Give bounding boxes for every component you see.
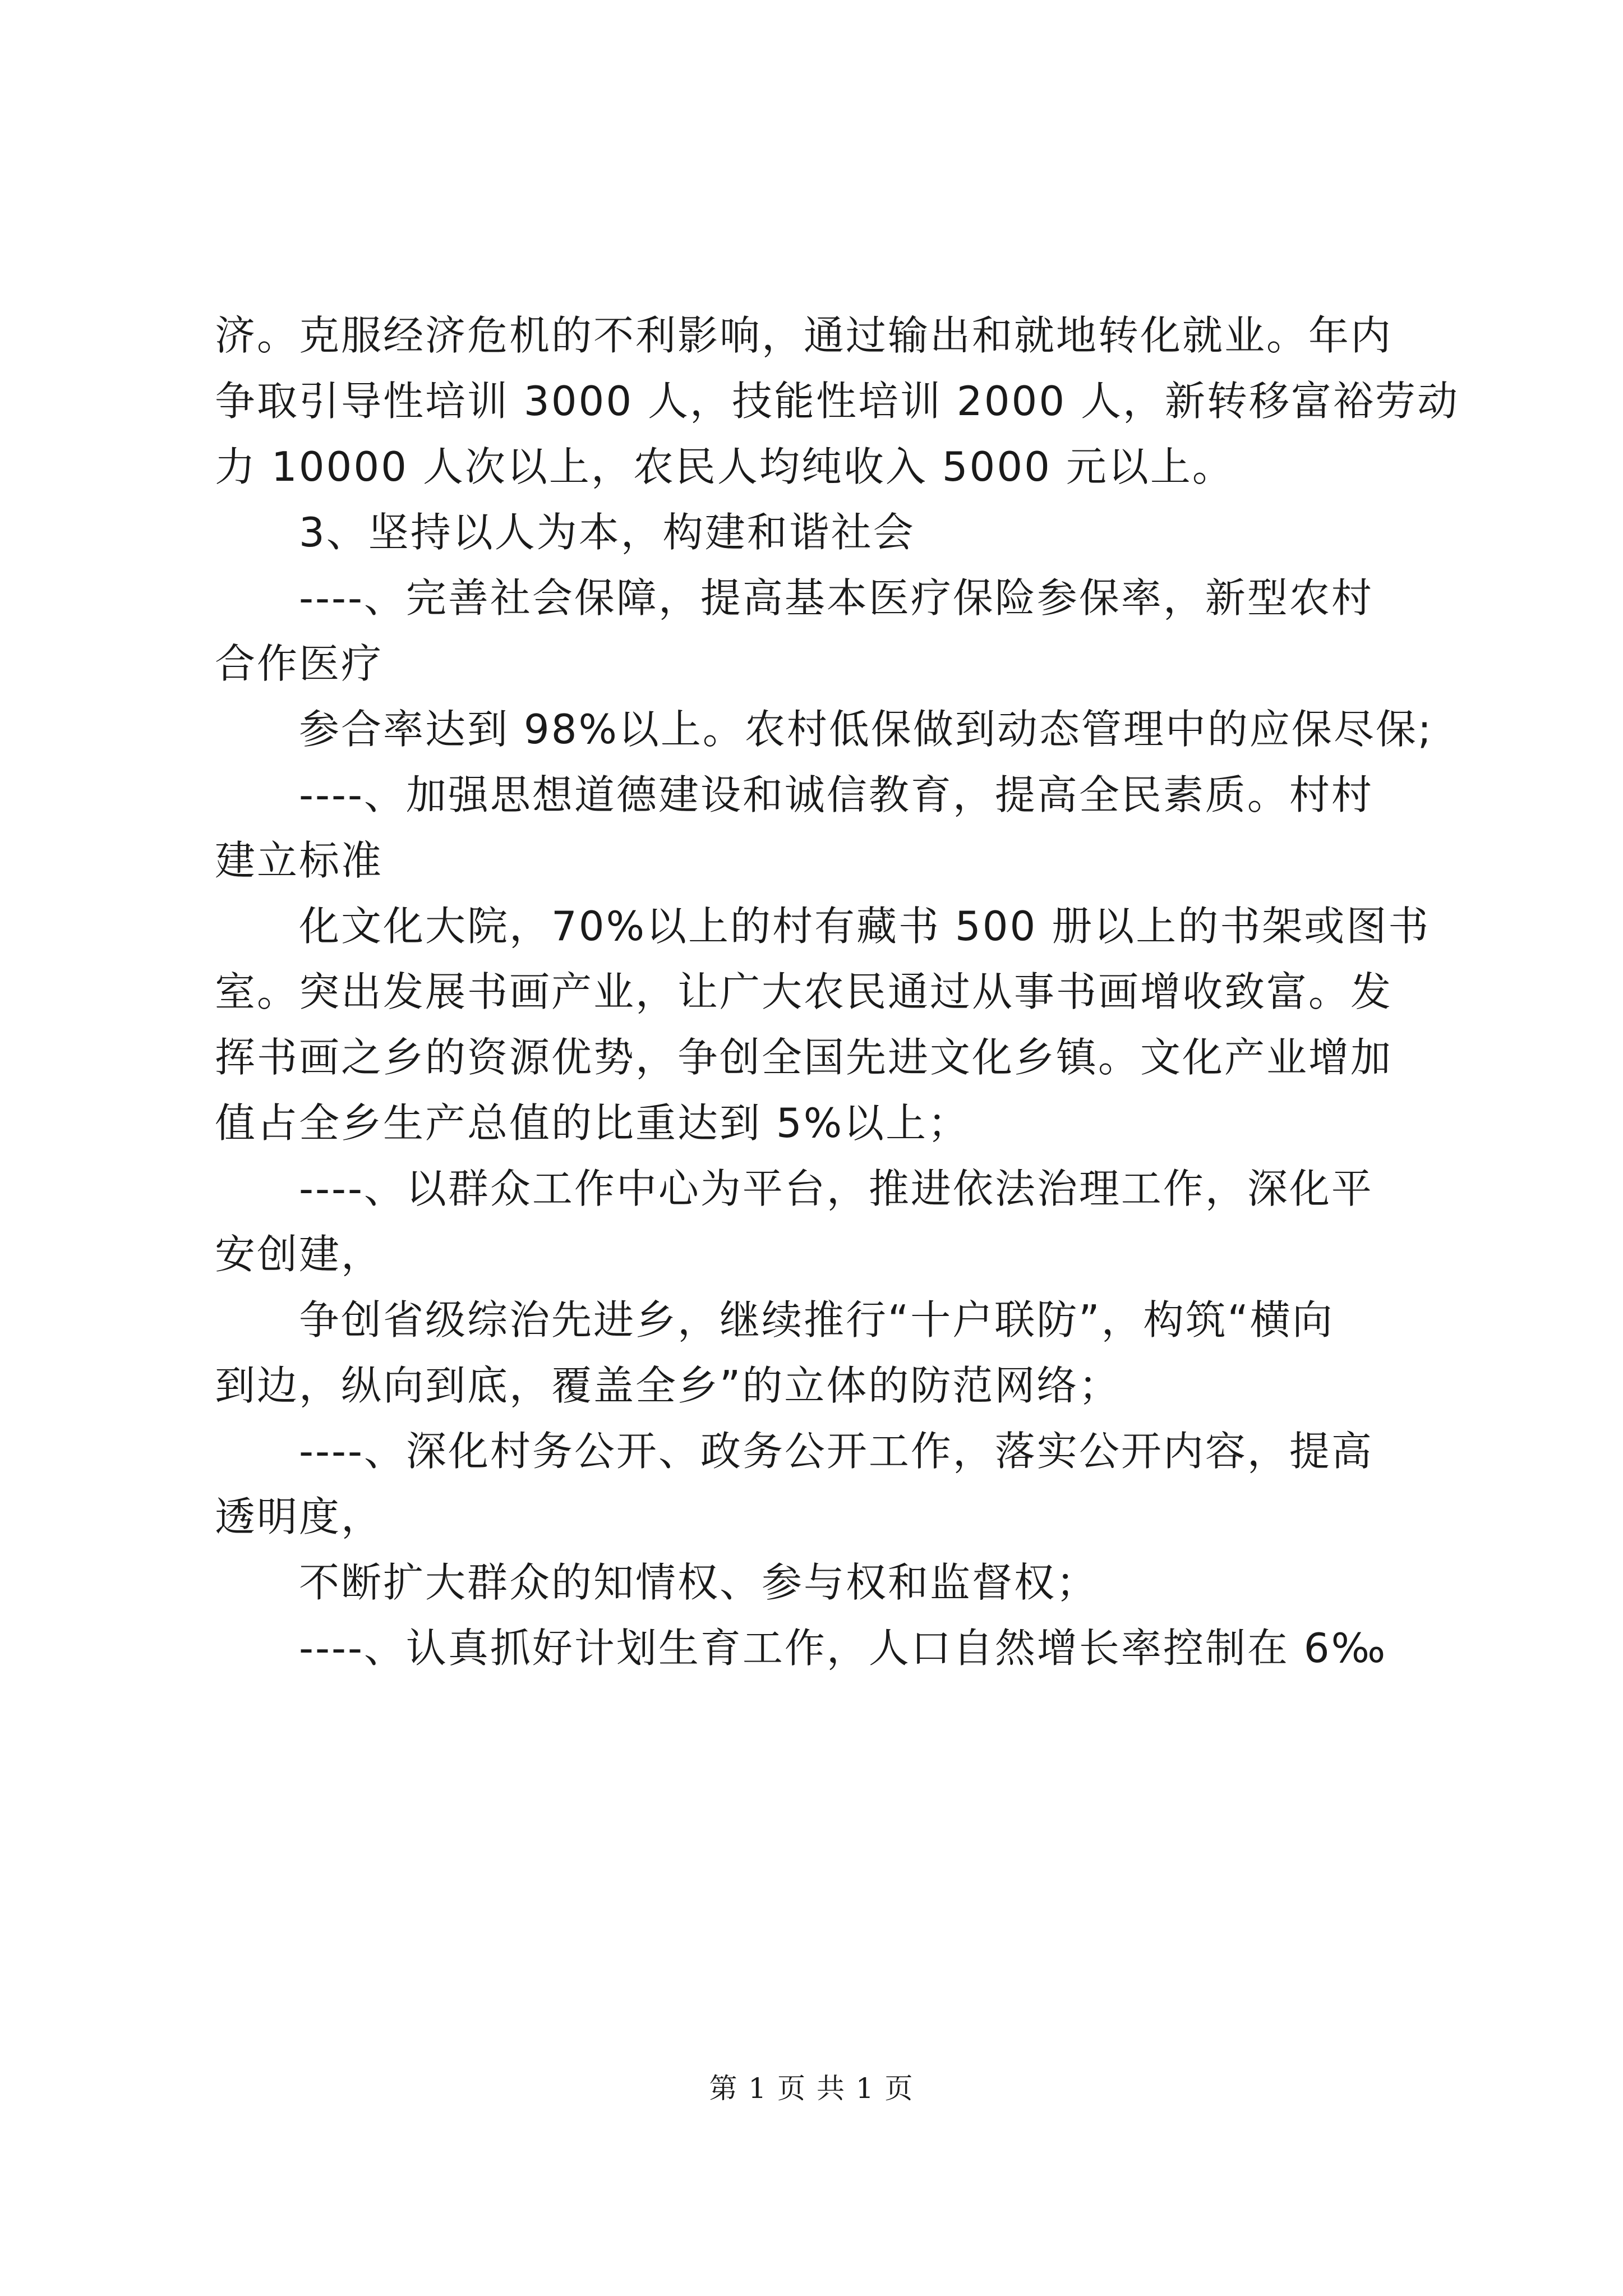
text-line-14: ----、以群众工作中心为平台，推进依法治理工作，深化平	[299, 1165, 1373, 1212]
text-line-20: 不断扩大群众的知情权、参与权和监督权；	[299, 1559, 1099, 1606]
text-line-1: 济。克服经济危机的不利影响，通过输出和就地转化就业。年内	[215, 312, 1393, 359]
text-line-3: 力 10000 人次以上，农民人均纯收入 5000 元以上。	[215, 443, 1234, 490]
text-line-16: 争创省级综治先进乡，继续推行“十户联防”，构筑“横向	[299, 1296, 1334, 1343]
text-line-11: 室。突出发展书画产业，让广大农民通过从事书画增收致富。发	[215, 968, 1393, 1015]
text-line-7: 参合率达到 98%以上。农村低保做到动态管理中的应保尽保;	[299, 706, 1433, 753]
document-body	[215, 303, 1460, 1681]
text-line-12: 挥书画之乡的资源优势，争创全国先进文化乡镇。文化产业增加	[215, 1034, 1393, 1081]
text-line-9: 建立标准	[215, 837, 384, 884]
text-line-8: ----、加强思想道德建设和诚信教育，提高全民素质。村村	[299, 771, 1373, 818]
text-line-19: 透明度，	[215, 1493, 384, 1540]
text-line-5: ----、完善社会保障，提高基本医疗保险参保率，新型农村	[299, 574, 1373, 622]
page-footer: 第 1 页 共 1 页	[709, 2072, 914, 2105]
text-line-18: ----、深化村务公开、政务公开工作，落实公开内容，提高	[299, 1428, 1373, 1475]
text-line-2: 争取引导性培训 3000 人，技能性培训 2000 人，新转移富裕劳动	[215, 378, 1460, 425]
section-heading: 3、坚持以人为本，构建和谐社会	[299, 509, 915, 556]
text-line-17: 到边，纵向到底，覆盖全乡”的立体的防范网络；	[215, 1362, 1121, 1409]
text-line-6: 合作医疗	[215, 640, 384, 687]
text-line-21: ----、认真抓好计划生育工作，人口自然增长率控制在 6‰	[299, 1625, 1387, 1672]
text-line-13: 值占全乡生产总值的比重达到 5%以上；	[215, 1099, 970, 1147]
text-line-10: 化文化大院，70%以上的村有藏书 500 册以上的书架或图书	[299, 903, 1431, 950]
text-line-15: 安创建，	[215, 1231, 384, 1278]
